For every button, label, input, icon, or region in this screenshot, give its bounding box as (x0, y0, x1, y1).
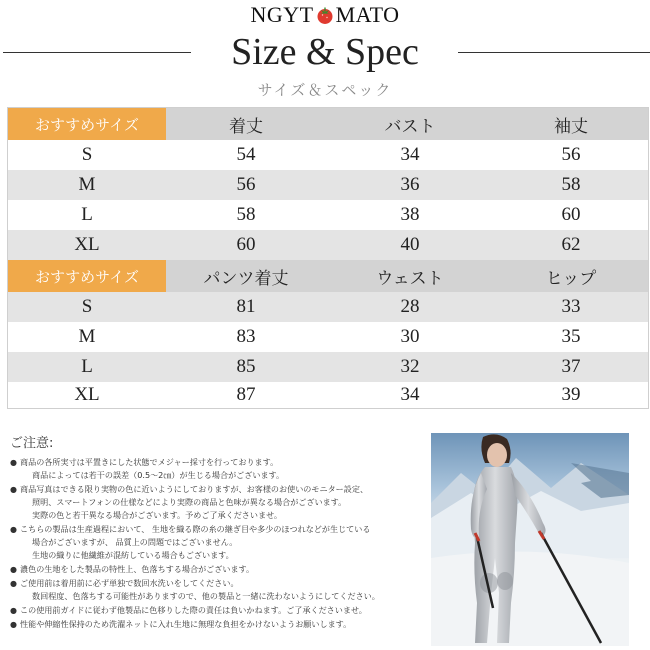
header-cell: バスト (384, 116, 436, 137)
table-cell: 87 (236, 384, 256, 405)
table-cell: 32 (400, 356, 420, 377)
note-text: 商品の各所実寸は平置きにした状態でメジャー採寸を行っております。 (20, 457, 279, 467)
table-cell: 85 (236, 356, 256, 377)
title-row (0, 30, 650, 74)
table-cell: S (81, 296, 93, 317)
note-subtext: 実際の色と若干異なる場合がございます。予めご了承くださいませ。 (32, 510, 283, 520)
list-item: ● ご使用前は着用前に必ず単独で数回水洗いをしてください。 数回程度、色落ちする可能性がありますので、他の製品と一緒に洗わないようにしてください。 (10, 577, 425, 603)
table-cell: 34 (400, 144, 420, 165)
table-cell: 58 (561, 174, 581, 195)
pants-header-row (8, 260, 648, 292)
skier-illustration (431, 433, 629, 646)
table-row (8, 170, 648, 200)
title-divider-right (458, 52, 650, 53)
table-cell: L (81, 204, 93, 225)
note-subtext: 商品によっては若干の誤差（0.5〜2㎝）が生じる場合がございます。 (32, 470, 285, 480)
note-text: 濃色の生地をした製品の特性上、色落ちする場合がございます。 (20, 564, 255, 574)
table-row (8, 382, 648, 408)
brand-prefix: NGYT (250, 2, 314, 27)
header-cell: おすすめサイズ (8, 260, 166, 292)
brand-logo (0, 2, 650, 28)
page-title: Size & Spec (231, 31, 419, 73)
table-cell: 34 (400, 384, 420, 405)
table-cell: 81 (236, 296, 256, 317)
note-subtext: 場合がございますが、 品質上の問題ではございません。 (32, 537, 238, 547)
list-item: ● 商品写真はできる限り実物の色に近いようにしておりますが、お客様のお使いのモニター設定、 照明、スマートフォンの仕様などにより実際の商品と色味が異なる場合がございます。 実際の色と若干異なる場合がございます。予めご了承くださいませ。 (10, 483, 425, 522)
header-cell: 着丈 (229, 116, 263, 137)
brand-suffix: MATO (335, 2, 400, 27)
table-cell: XL (74, 384, 100, 405)
table-cell: 35 (561, 326, 581, 347)
tops-header-row (8, 108, 648, 140)
note-subtext: 生地の織りに他繊維が混紡している場合もございます。 (32, 550, 234, 560)
table-cell: 58 (236, 204, 256, 225)
table-cell: 56 (561, 144, 581, 165)
header-cell: おすすめサイズ (8, 108, 166, 140)
list-item: ● 性能や伸縮性保持のため洗濯ネットに入れ生地に無理な負担をかけないようお願いします。 (10, 619, 352, 629)
header-cell: 袖丈 (554, 116, 588, 137)
table-cell: 28 (400, 296, 420, 317)
page-subtitle: サイズ＆スペック (257, 81, 393, 99)
table-cell: 60 (236, 234, 256, 255)
list-item: ● 濃色の生地をした製品の特性上、色落ちする場合がございます。 (10, 564, 255, 574)
table-cell: 39 (561, 384, 581, 405)
table-row (8, 200, 648, 230)
table-cell: 40 (400, 234, 420, 255)
table-cell: 37 (561, 356, 581, 377)
note-text: こちらの製品は生産過程において、 生地を織る際の糸の継ぎ目や多少のほつれなどが生じている (20, 524, 371, 534)
note-subtext: 照明、スマートフォンの仕様などにより実際の商品と色味が異なる場合がございます。 (32, 497, 347, 507)
header-cell: パンツ着丈 (203, 268, 289, 289)
table-cell: 33 (561, 296, 581, 317)
note-text: 性能や伸縮性保持のため洗濯ネットに入れ生地に無理な負担をかけないようお願いします。 (20, 619, 352, 629)
table-cell: 56 (236, 174, 256, 195)
table-cell: 36 (400, 174, 420, 195)
table-cell: 54 (236, 144, 256, 165)
tomato-icon (315, 5, 335, 25)
table-row (8, 140, 648, 170)
list-item: ● こちらの製品は生産過程において、 生地を織る際の糸の継ぎ目や多少のほつれなどが生じている 場合がございますが、 品質上の問題ではございません。 生地の織りに他繊維が混紡している場合もございます。 (10, 523, 425, 562)
note-text: 商品写真はできる限り実物の色に近いようにしておりますが、お客様のお使いのモニター設定、 (20, 484, 369, 494)
table-row (8, 352, 648, 382)
table-cell: S (81, 144, 93, 165)
list-item: ● この使用前ガイドに従わず他製品に色移りした際の責任は負いかねます。ご了承くださいませ。 (10, 605, 367, 615)
table-cell: 38 (400, 204, 420, 225)
notice-list (10, 456, 425, 631)
list-item: ● 商品の各所実寸は平置きにした状態でメジャー採寸を行っております。 商品によっては若干の誤差（0.5〜2㎝）が生じる場合がございます。 (10, 456, 425, 482)
table-cell: 30 (400, 326, 420, 347)
table-cell: 83 (236, 326, 256, 347)
note-subtext: 数回程度、色落ちする可能性がありますので、他の製品と一緒に洗わないようにしてください。 (32, 591, 380, 601)
table-row (8, 322, 648, 352)
size-table (7, 107, 649, 409)
header-cell: ヒップ (545, 268, 597, 289)
table-cell: 62 (561, 234, 581, 255)
table-cell: L (81, 356, 93, 377)
table-row (8, 292, 648, 322)
note-text: この使用前ガイドに従わず他製品に色移りした際の責任は負いかねます。ご了承くださいませ。 (20, 605, 367, 615)
table-cell: XL (74, 234, 100, 255)
table-cell: M (78, 326, 96, 347)
table-row (8, 230, 648, 260)
table-cell: M (78, 174, 96, 195)
skier-photo (431, 433, 629, 646)
note-text: ご使用前は着用前に必ず単独で数回水洗いをしてください。 (20, 578, 239, 588)
notice-section (10, 432, 425, 632)
table-cell: 60 (561, 204, 581, 225)
notice-title: ご注意: (10, 436, 54, 451)
header-cell: ウェスト (376, 268, 444, 289)
